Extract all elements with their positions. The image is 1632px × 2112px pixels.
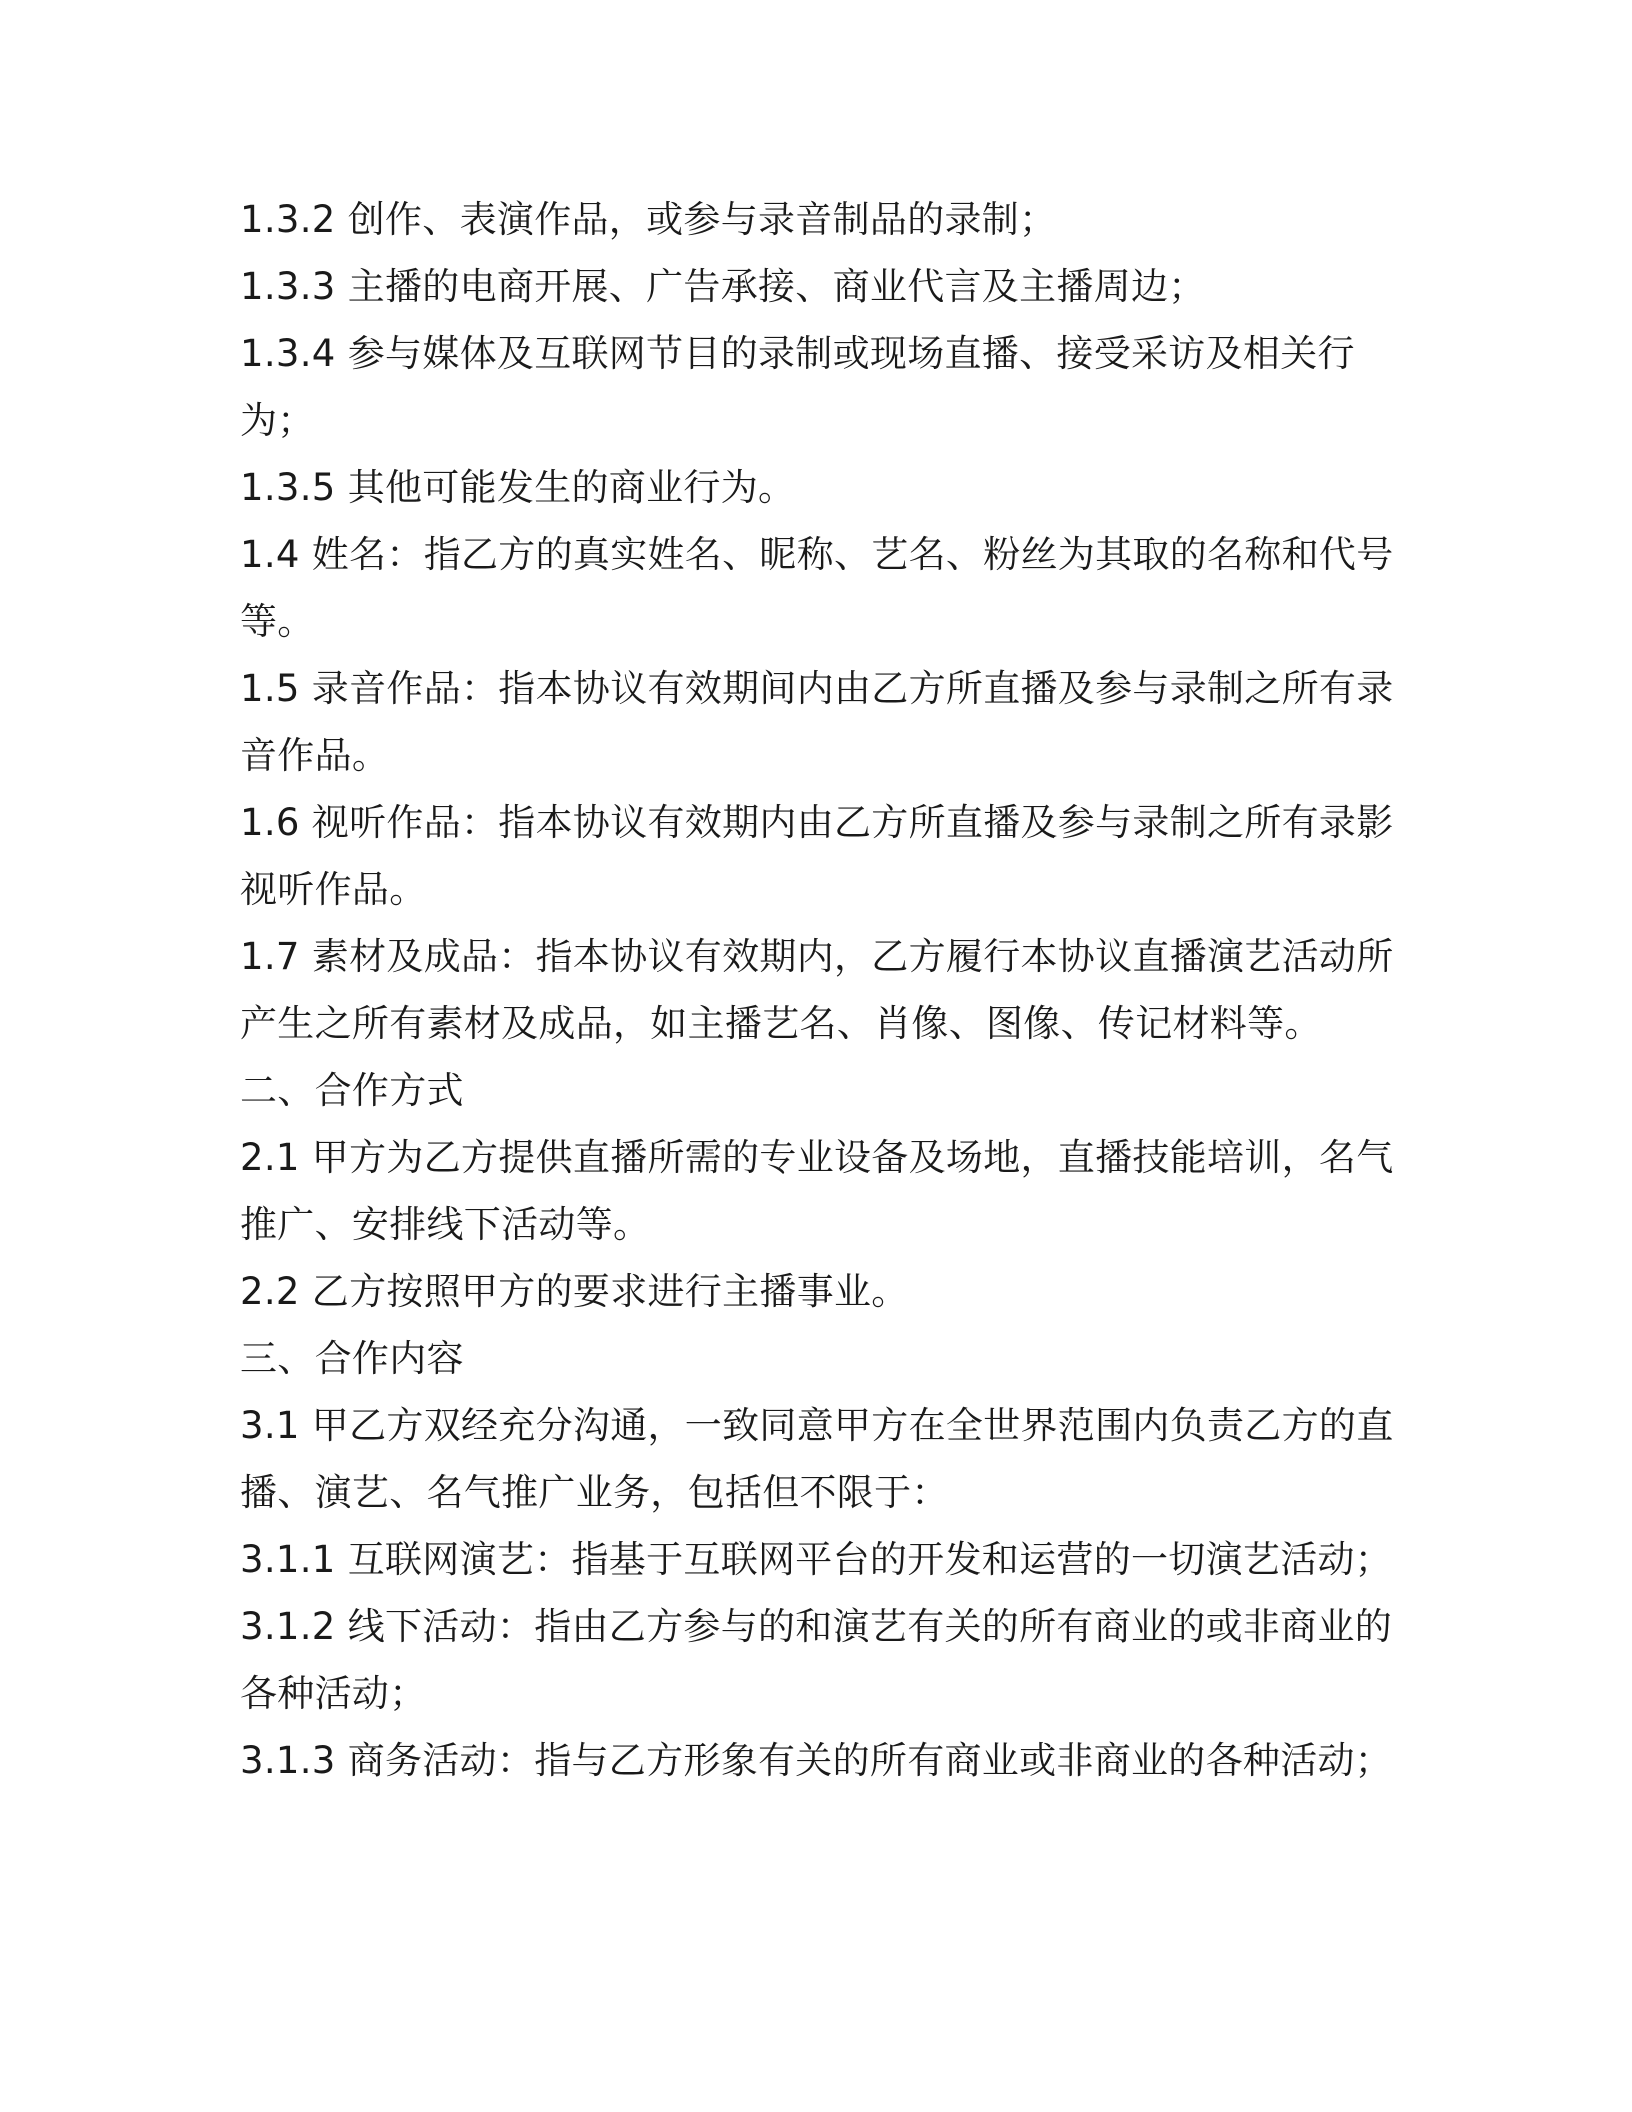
clause-1-6-cont: 视听作品。: [240, 868, 427, 911]
section-heading-3: 三、合作内容: [240, 1337, 464, 1380]
section-heading-2: 二、合作方式: [240, 1069, 464, 1112]
clause-3-1-cont: 播、演艺、名气推广业务，包括但不限于：: [240, 1471, 949, 1514]
clause-1-5: 1.5 录音作品：指本协议有效期间内由乙方所直播及参与录制之所有录: [240, 667, 1394, 710]
clause-2-1: 2.1 甲方为乙方提供直播所需的专业设备及场地，直播技能培训，名气: [240, 1136, 1394, 1179]
clause-3-1-2-cont: 各种活动；: [240, 1672, 427, 1715]
clause-1-4: 1.4 姓名：指乙方的真实姓名、昵称、艺名、粉丝为其取的名称和代号: [240, 533, 1394, 576]
clause-1-3-5: 1.3.5 其他可能发生的商业行为。: [240, 466, 796, 509]
clause-1-7: 1.7 素材及成品：指本协议有效期内，乙方履行本协议直播演艺活动所: [240, 935, 1394, 978]
clause-3-1: 3.1 甲乙方双经充分沟通，一致同意甲方在全世界范围内负责乙方的直: [240, 1404, 1394, 1447]
clause-2-1-cont: 推广、安排线下活动等。: [240, 1203, 651, 1246]
document-body: [240, 186, 1400, 1794]
clause-1-4-cont: 等。: [240, 600, 315, 643]
clause-3-1-1: 3.1.1 互联网演艺：指基于互联网平台的开发和运营的一切演艺活动；: [240, 1538, 1393, 1581]
clause-1-3-4-cont: 为；: [240, 399, 315, 442]
clause-2-2: 2.2 乙方按照甲方的要求进行主播事业。: [240, 1270, 909, 1313]
clause-1-5-cont: 音作品。: [240, 734, 390, 777]
clause-1-7-cont: 产生之所有素材及成品，如主播艺名、肖像、图像、传记材料等。: [240, 1002, 1322, 1045]
clause-1-6: 1.6 视听作品：指本协议有效期内由乙方所直播及参与录制之所有录影: [240, 801, 1394, 844]
clause-3-1-2: 3.1.2 线下活动：指由乙方参与的和演艺有关的所有商业的或非商业的: [240, 1605, 1393, 1648]
clause-3-1-3: 3.1.3 商务活动：指与乙方形象有关的所有商业或非商业的各种活动；: [240, 1739, 1393, 1782]
clause-1-3-4: 1.3.4 参与媒体及互联网节目的录制或现场直播、接受采访及相关行: [240, 332, 1355, 375]
clause-1-3-2: 1.3.2 创作、表演作品，或参与录音制品的录制；: [240, 198, 1057, 241]
clause-1-3-3: 1.3.3 主播的电商开展、广告承接、商业代言及主播周边；: [240, 265, 1206, 308]
